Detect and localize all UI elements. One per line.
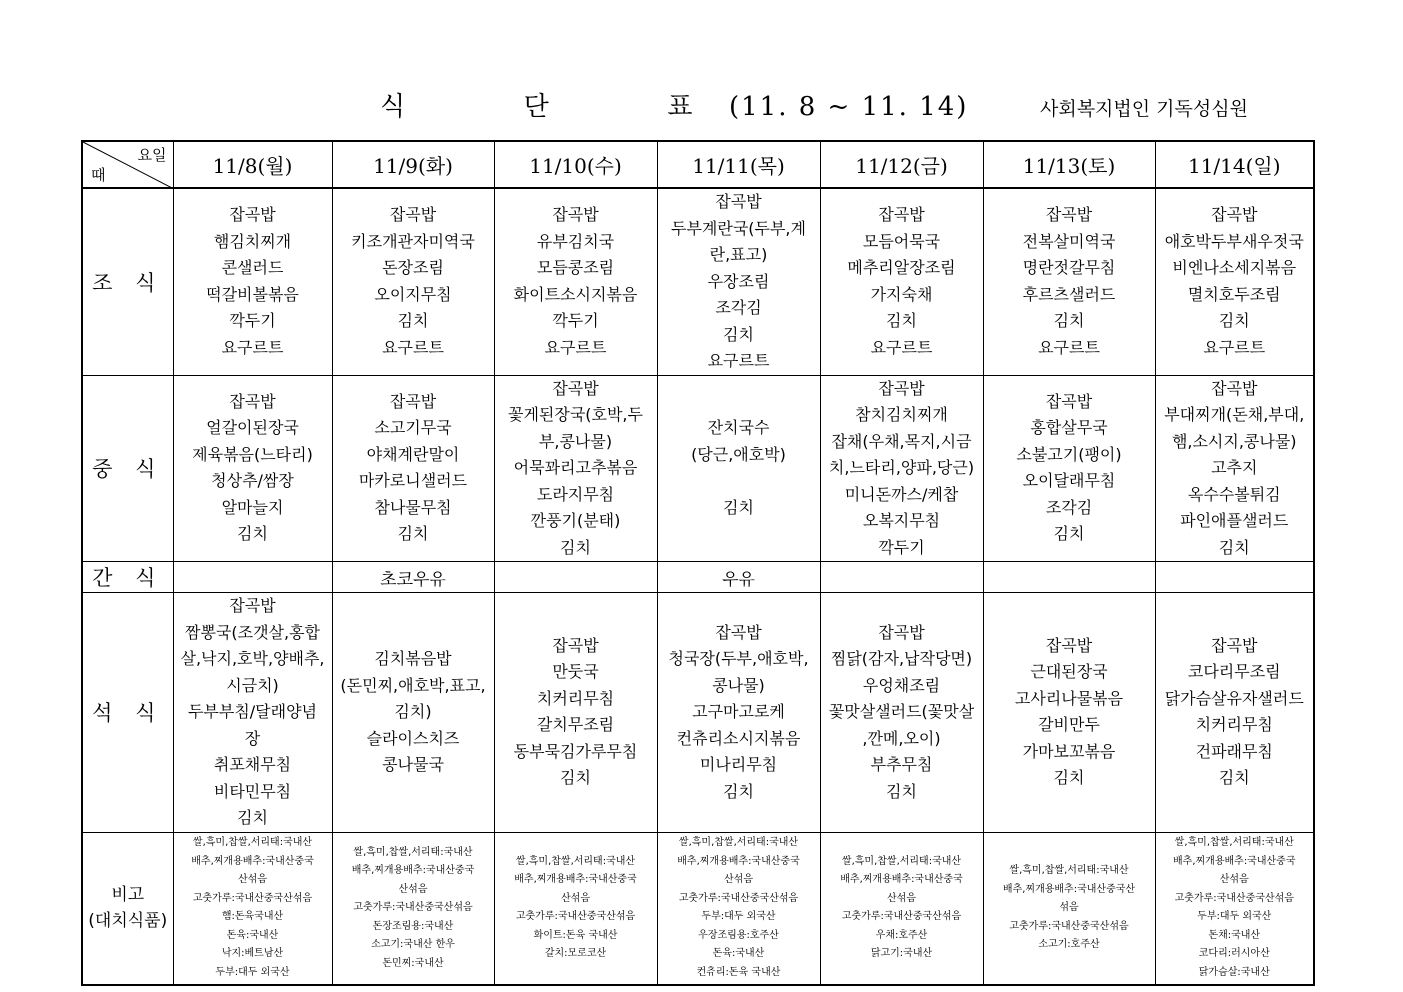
menu-item: 후르츠샐러드 <box>1022 284 1116 304</box>
origin-line: 산섞음 <box>561 892 590 904</box>
day-header: 11/14(일) <box>1155 141 1314 188</box>
menu-item: 소고기무국 <box>374 418 452 438</box>
origin-note-cell <box>1155 832 1314 985</box>
origin-line: 두부:대두 외국산 <box>701 911 776 923</box>
menu-item: 조각김 <box>715 298 762 317</box>
menu-item: 돈장조림 <box>382 258 444 278</box>
menu-item: 옥수수볼튀김 <box>1187 484 1281 504</box>
menu-item: 잡곡밥 <box>389 205 437 225</box>
menu-item: 꽃게된장국(호박,두 <box>508 405 643 424</box>
menu-item: 고구마고로케 <box>692 702 785 721</box>
origin-line: 닭고기:국내산 <box>870 948 933 960</box>
menu-cell <box>657 188 820 375</box>
breakfast-row <box>82 188 1314 375</box>
menu-item: 코다리무조림 <box>1187 662 1281 682</box>
lunch-label: 중 식 <box>82 375 173 562</box>
menu-cell <box>332 188 494 375</box>
menu-item: 잡곡밥 <box>878 205 925 225</box>
menu-item: 잡곡밥 <box>389 391 437 411</box>
day-header: 11/9(화) <box>332 141 494 188</box>
snack-row <box>82 562 1314 593</box>
menu-item: 오이지무침 <box>374 284 452 304</box>
menu-item: 메추리알장조림 <box>847 258 956 278</box>
menu-item: 살,낙지,호박,양배추, <box>180 649 325 668</box>
menu-item: 건파래무침 <box>1195 741 1273 761</box>
menu-item: 치커리무침 <box>1195 715 1273 735</box>
menu-item: 깍두기 <box>878 537 925 557</box>
menu-item: 치커리무침 <box>536 688 615 708</box>
menu-cell <box>494 375 657 562</box>
menu-item: 잡곡밥 <box>229 391 276 411</box>
menu-item: 제육볶음(느타리) <box>192 444 313 464</box>
origin-line: 산섞음 <box>398 883 428 895</box>
menu-item: 잡곡밥 <box>1045 205 1093 225</box>
menu-item: 꽃맛살샐러드(꽃맛살 <box>828 702 975 721</box>
origin-line: 산섞음 <box>1219 874 1249 886</box>
menu-item: 참나물무침 <box>374 497 452 517</box>
menu-item: 미니돈까스/케찹 <box>844 484 959 504</box>
menu-cell <box>494 188 657 375</box>
menu-item: 파인애플샐러드 <box>1180 511 1289 530</box>
day-header: 11/11(목) <box>657 141 820 188</box>
origin-line: 고춧가루:국내산중국산섞음 <box>353 902 473 913</box>
menu-item: 취포채무침 <box>213 755 292 774</box>
menu-item: 부추무침 <box>870 755 933 774</box>
menu-item: 잡곡밥 <box>552 635 599 655</box>
menu-cell <box>820 375 983 562</box>
menu-item: 잡곡밥 <box>1211 205 1258 225</box>
menu-cell <box>983 593 1155 833</box>
origin-line: 쌀,흑미,찹쌀,서리태:국내산 <box>192 837 313 849</box>
menu-item: 잡곡밥 <box>715 192 762 211</box>
menu-item: 가마보꼬볶음 <box>1022 741 1116 761</box>
origin-note-cell <box>332 832 494 985</box>
menu-item: 콩나물국 <box>382 755 444 774</box>
corner-header-cell <box>82 141 173 188</box>
origin-line: 고춧가루:국내산중국산섞음 <box>678 892 799 904</box>
menu-item: 치,느타리,양파,당근) <box>828 458 975 477</box>
menu-item: 얼갈이된장국 <box>206 418 299 438</box>
notes-label-line2: (대치식품) <box>88 911 168 932</box>
menu-cell <box>1155 375 1314 562</box>
menu-item: 어묵꽈리고추볶음 <box>513 458 638 477</box>
menu-item: 김치 <box>1218 311 1250 331</box>
menu-item: 미나리무침 <box>699 755 778 774</box>
menu-item: 닭가슴살유자샐러드 <box>1164 688 1304 708</box>
menu-cell <box>1155 188 1314 375</box>
origin-line: 배추,찌개용배추:국내산중국 <box>677 855 800 867</box>
origin-line: 두부:대두 외국산 <box>215 966 290 978</box>
organization-name: 사회복지법인 기독성심원 <box>1040 98 1248 120</box>
menu-cell <box>173 188 332 375</box>
menu-cell <box>494 593 657 833</box>
notes-row <box>82 832 1314 985</box>
snack-cell <box>173 562 332 593</box>
menu-item: 김치 <box>1053 768 1085 788</box>
dinner-label: 석 식 <box>82 593 173 833</box>
menu-item: 김치 <box>397 311 429 331</box>
menu-item: 갈비만두 <box>1038 715 1100 735</box>
menu-item: 참치김치찌개 <box>855 405 948 424</box>
origin-line: 고춧가루:국내산중국산섞음 <box>841 911 962 923</box>
origin-line: 두부:대두 외국산 <box>1197 911 1272 923</box>
menu-item: 청국장(두부,애호박, <box>668 649 809 668</box>
menu-item: 요구르트 <box>221 337 284 357</box>
menu-item: 김치) <box>394 702 432 721</box>
menu-item: 김치 <box>560 768 591 788</box>
origin-line: 낙지:베트남산 <box>221 948 284 960</box>
menu-item: 키조개관자미역국 <box>351 231 475 251</box>
menu-item: 만둣국 <box>552 662 599 682</box>
origin-line: 돈육:국내산 <box>226 929 279 941</box>
menu-item: 장 <box>244 728 261 748</box>
menu-item: 잡곡밥 <box>1045 635 1093 655</box>
menu-item: 콘샐러드 <box>221 258 284 278</box>
origin-line: 쌀,흑미,찹쌀,서리태:국내산 <box>841 855 962 867</box>
menu-item: 잡곡밥 <box>1211 378 1258 398</box>
menu-item: 김치볶음밥 <box>374 649 452 668</box>
snack-cell <box>494 562 657 593</box>
menu-cell <box>173 375 332 562</box>
origin-line: 산섞음 <box>238 874 267 886</box>
menu-item: 잡곡밥 <box>1045 391 1093 411</box>
menu-item: 찜닭(감자,납작당면) <box>830 649 973 668</box>
origin-note-cell <box>173 832 332 985</box>
menu-item: 동부묵김가루무침 <box>513 741 638 761</box>
menu-cell <box>820 188 983 375</box>
menu-item: 요구르트 <box>870 337 933 357</box>
menu-item: 잔치국수 <box>707 418 770 438</box>
origin-line: 코다리:러시아산 <box>1198 948 1270 960</box>
notes-label-line1: 비고 <box>111 885 145 906</box>
corner-label-day: 요일 <box>137 146 167 164</box>
menu-cell <box>983 188 1155 375</box>
snack-cell: 우유 <box>657 562 820 593</box>
menu-item: 깍두기 <box>229 311 276 331</box>
origin-note-cell <box>820 832 983 985</box>
menu-item: 요구르트 <box>1203 337 1266 357</box>
menu-item: 우엉채조림 <box>862 675 941 695</box>
menu-item: 도라지무침 <box>536 484 615 504</box>
menu-item: 우장조림 <box>707 271 770 291</box>
origin-line: 배추,찌개용배추:국내산중국 <box>840 874 963 886</box>
menu-item: 고사리나물볶음 <box>1014 688 1124 708</box>
snack-cell <box>983 562 1155 593</box>
menu-item: 유부김치국 <box>536 231 615 251</box>
day-header: 11/13(토) <box>983 141 1155 188</box>
origin-line: 배추,찌개용배추:국내산중국 <box>514 874 637 886</box>
origin-line: 쌀,흑미,찹쌀,서리태:국내산 <box>353 846 473 858</box>
menu-item: 콩나물) <box>712 675 765 695</box>
menu-item: 홍합살무국 <box>1030 418 1108 438</box>
menu-item: 비타민무침 <box>213 781 292 801</box>
menu-item: (돈민찌,애호박,표고, <box>340 675 486 695</box>
day-header: 11/10(수) <box>494 141 657 188</box>
snack-cell: 초코우유 <box>332 562 494 593</box>
menu-item: 김치 <box>886 781 917 801</box>
origin-line: 소고기:호주산 <box>1038 939 1100 950</box>
menu-item: 요구르트 <box>382 337 444 357</box>
menu-item: 잡곡밥 <box>229 596 276 615</box>
origin-note-cell <box>657 832 820 985</box>
menu-cell <box>657 375 820 562</box>
origin-line: 소고기:국내산 한우 <box>371 939 455 950</box>
document-title <box>380 86 969 123</box>
menu-item: 짬뽕국(조갯살,홍합 <box>185 622 320 642</box>
menu-item: 김치 <box>560 537 591 557</box>
menu-item: 부,콩나물) <box>538 431 613 451</box>
origin-line: 우채:호주산 <box>875 929 928 941</box>
menu-item: 김치 <box>1218 537 1250 557</box>
origin-line: 닭가슴살:국내산 <box>1198 966 1270 978</box>
origin-line: 돈민찌:국내산 <box>382 957 444 969</box>
origin-line: 햄:돈육국내산 <box>221 911 284 923</box>
menu-item: 소불고기(팽이) <box>1016 444 1122 464</box>
menu-item: 떡갈비볼볶음 <box>206 284 299 304</box>
snack-cell <box>820 562 983 593</box>
origin-line: 돈육:국내산 <box>712 948 765 960</box>
menu-item: 모듬어묵국 <box>862 231 941 251</box>
menu-item <box>658 468 820 495</box>
menu-item: 슬라이스치즈 <box>366 728 460 748</box>
menu-item: 잡곡밥 <box>552 205 599 225</box>
origin-line: 쌀,흑미,찹쌀,서리태:국내산 <box>515 855 636 867</box>
origin-line: 쌀,흑미,찹쌀,서리태:국내산 <box>678 837 799 849</box>
day-header: 11/12(금) <box>820 141 983 188</box>
menu-item: 김치 <box>397 524 429 544</box>
menu-item: 갈치무조림 <box>536 715 615 735</box>
menu-item: 잡곡밥 <box>715 622 762 642</box>
menu-item: 부대찌개(돈채,부대, <box>1164 405 1305 424</box>
origin-line: 고춧가루:국내산중국산섞음 <box>515 911 636 923</box>
menu-item: 컨츄리소시지볶음 <box>676 728 801 748</box>
menu-item: 김치 <box>237 808 268 827</box>
menu-item: 알마늘지 <box>221 497 284 517</box>
menu-item: 잡곡밥 <box>229 205 276 225</box>
origin-line: 배추,찌개용배추:국내산중국 <box>1173 855 1296 867</box>
menu-cell <box>983 375 1155 562</box>
menu-item: 오이달래무침 <box>1022 471 1116 491</box>
menu-item: 근대된장국 <box>1030 662 1108 682</box>
menu-item: 김치 <box>723 324 754 344</box>
menu-item: 깐풍기(분태) <box>530 511 621 530</box>
menu-item: 가지숙채 <box>870 284 933 304</box>
menu-item: 시금치) <box>226 675 279 695</box>
menu-item: 명란젓갈무침 <box>1022 258 1116 278</box>
origin-line: 배추,찌개용배추:국내산중국 <box>191 855 314 867</box>
menu-item: 야채계란말이 <box>366 444 460 464</box>
title-word-3: 표 <box>667 92 695 122</box>
menu-item: 김치 <box>237 524 268 544</box>
meal-plan-table <box>81 140 1315 986</box>
origin-line: 배추,찌개용배추:국내산중국산 <box>1002 883 1136 895</box>
menu-item: 고추지 <box>1211 458 1258 477</box>
menu-cell <box>1155 593 1314 833</box>
menu-item: (당근,애호박) <box>691 444 786 464</box>
origin-line: 쌀,흑미,찹쌀,서리태:국내산 <box>1174 837 1294 849</box>
menu-item: 요구르트 <box>544 337 607 357</box>
origin-line: 산섞음 <box>887 892 916 904</box>
menu-item: 청상추/쌈장 <box>211 471 294 491</box>
origin-line: 갈치:모로코산 <box>544 948 607 960</box>
menu-item: 김치 <box>723 781 754 801</box>
origin-line: 산섞음 <box>724 874 753 886</box>
menu-item: 모듬콩조림 <box>536 258 615 278</box>
menu-item: 깍두기 <box>552 311 599 331</box>
menu-item: 애호박두부새우젓국 <box>1164 231 1304 251</box>
notes-label <box>82 832 173 985</box>
menu-item: 마카로니샐러드 <box>358 471 468 491</box>
origin-line: 돈채:국내산 <box>1208 929 1261 941</box>
menu-cell <box>657 593 820 833</box>
menu-item: 잡곡밥 <box>878 378 925 398</box>
origin-line: 고춧가루:국내산중국산섞음 <box>1009 920 1129 932</box>
document-header <box>0 86 1403 126</box>
menu-item: ,깐메,오이) <box>862 728 941 748</box>
dinner-row <box>82 593 1314 833</box>
menu-item: 햄,소시지,콩나물) <box>1171 431 1297 451</box>
menu-item: 란,표고) <box>709 245 768 264</box>
origin-line: 우장조림용:호주산 <box>698 929 779 941</box>
menu-item: 요구르트 <box>1038 337 1100 357</box>
menu-item: 김치 <box>1053 311 1085 331</box>
day-header: 11/8(월) <box>173 141 332 188</box>
menu-item: 비엔나소세지볶음 <box>1172 258 1297 278</box>
menu-item: 조각김 <box>1045 497 1093 517</box>
menu-item: 오복지무침 <box>862 511 941 530</box>
menu-item: 두부부침/달래양념 <box>187 702 318 721</box>
origin-line: 배추,찌개용배추:국내산중국 <box>351 865 475 876</box>
menu-item: 잡곡밥 <box>552 378 599 398</box>
origin-line: 고춧가루:국내산중국산섞음 <box>1174 892 1294 904</box>
menu-cell <box>332 593 494 833</box>
header-row <box>82 141 1314 188</box>
origin-line: 화이트:돈육 국내산 <box>533 929 618 941</box>
menu-item: 화이트소시지볶음 <box>513 284 638 304</box>
menu-item: 김치 <box>886 311 917 331</box>
breakfast-label: 조 식 <box>82 188 173 375</box>
menu-item: 잡곡밥 <box>1211 635 1258 655</box>
menu-item: 잡채(우채,목지,시금 <box>831 431 972 451</box>
menu-item: 김치 <box>723 497 754 517</box>
snack-label: 간 식 <box>82 562 173 593</box>
lunch-row <box>82 375 1314 562</box>
menu-item: 김치 <box>1218 768 1250 788</box>
menu-item: 김치 <box>1053 524 1085 544</box>
origin-line: 돈장조림용:국내산 <box>372 920 454 932</box>
origin-line: 컨츄리:돈육 국내산 <box>696 966 781 978</box>
title-period: (11. 8 ~ 11. 14) <box>728 92 969 122</box>
menu-item: 멸치호두조림 <box>1187 284 1281 304</box>
title-word-1: 식 <box>380 92 408 122</box>
menu-item: 햄김치찌개 <box>213 231 292 251</box>
title-word-2: 단 <box>523 92 551 122</box>
origin-note-cell <box>494 832 657 985</box>
origin-line: 섞음 <box>1059 902 1079 913</box>
origin-note-cell <box>983 832 1155 985</box>
snack-cell <box>1155 562 1314 593</box>
menu-item: 요구르트 <box>707 351 770 370</box>
menu-item: 두부계란국(두부,계 <box>671 218 806 238</box>
menu-cell <box>173 593 332 833</box>
menu-cell <box>332 375 494 562</box>
menu-item: 잡곡밥 <box>878 622 925 642</box>
corner-label-meal: 때 <box>91 166 106 184</box>
origin-line: 고춧가루:국내산중국산섞음 <box>192 892 313 904</box>
menu-cell <box>820 593 983 833</box>
menu-item: 전복살미역국 <box>1022 231 1116 251</box>
origin-line: 쌀,흑미,찹쌀,서리태:국내산 <box>1009 865 1129 876</box>
